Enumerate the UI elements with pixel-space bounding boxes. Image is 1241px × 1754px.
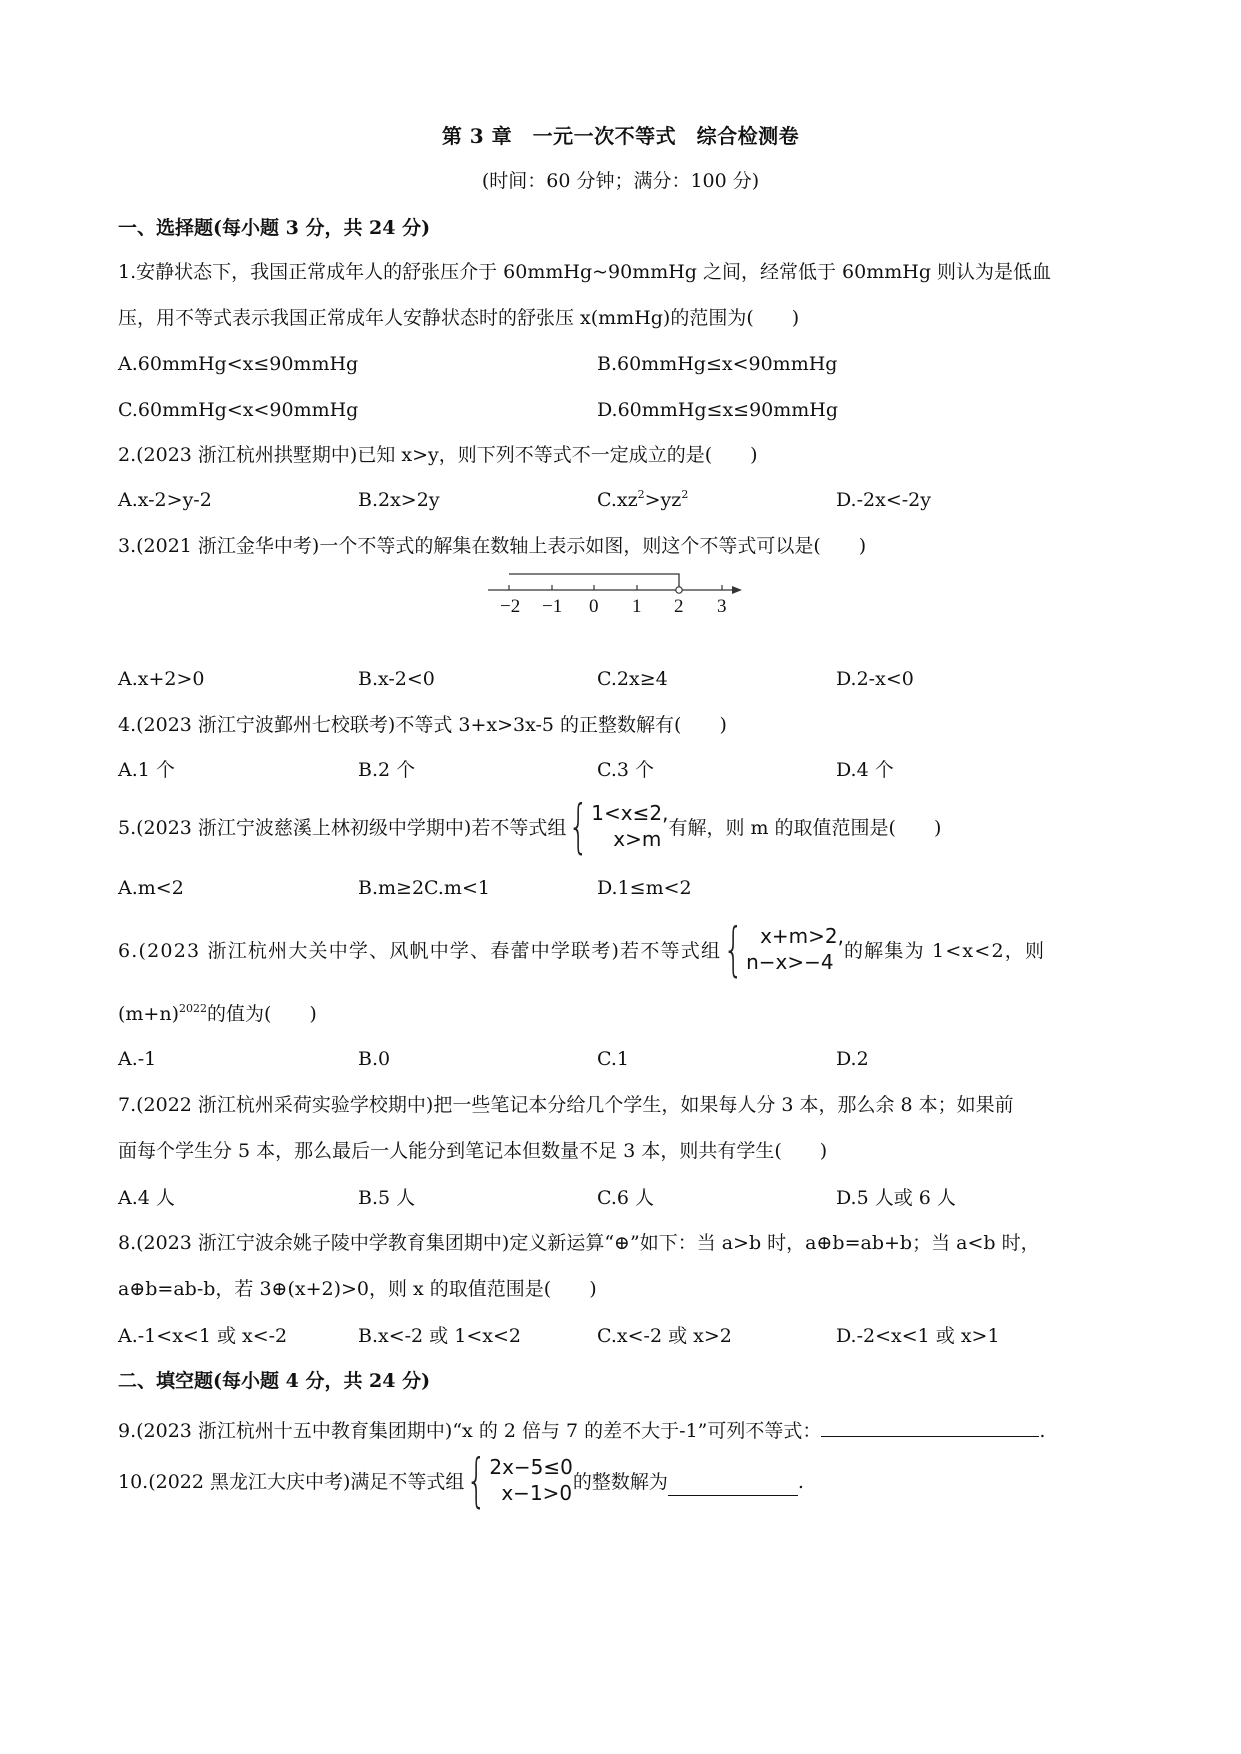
q1-option-a: A.60mmHg<x≤90mmHg (118, 353, 359, 375)
tick-label: −2 (500, 596, 521, 617)
system-line-2: n−x>−4 (746, 950, 834, 974)
brace-glyph: { (723, 915, 744, 983)
q1-option-b: B.60mmHg≤x<90mmHg (597, 353, 838, 375)
q8-option-a: A.-1<x<1 或 x<-2 (118, 1325, 288, 1347)
q6-stem-post: 的解集为 1<x<2，则 (843, 939, 1046, 962)
q4-option-a: A.1 个 (118, 759, 175, 781)
page-title: 第 3 章 一元一次不等式 综合检测卷 (441, 124, 800, 148)
tick-label: 2 (674, 596, 684, 617)
q4-option-d: D.4 个 (836, 759, 894, 781)
q10-stem (118, 1446, 804, 1514)
tick-label: −1 (542, 596, 563, 617)
system-line-1: x+m>2, (760, 924, 844, 948)
q3-option-b: B.x-2<0 (358, 668, 435, 690)
q5-stem-pre: 5.(2023 浙江宁波慈溪上林初级中学期中)若不等式组 (118, 816, 567, 839)
q1-stem-line1: 1.安静状态下，我国正常成年人的舒张压介于 60mmHg~90mmHg 之间，经常低于 60mmHg 则认为是低血 (118, 261, 1052, 283)
system-line-1: 1<x≤2, (591, 801, 669, 825)
q8-stem-line2: a⊕b=ab-b，若 3⊕(x+2)>0，则 x 的取值范围是( ) (118, 1278, 597, 1300)
q7-stem-line1: 7.(2022 浙江杭州采荷实验学校期中)把一些笔记本分给几个学生，如果每人分 3 本，那么余 8 本；如果前 (118, 1094, 1014, 1116)
q2-stem: 2.(2023 浙江杭州拱墅期中)已知 x>y，则下列不等式不一定成立的是( ) (118, 444, 758, 466)
q3-option-d: D.2-x<0 (836, 668, 914, 690)
q3-option-c: C.2x≥4 (597, 668, 668, 690)
page-subtitle: (时间：60 分钟；满分：100 分) (481, 170, 760, 192)
q7-option-c: C.6 人 (597, 1187, 655, 1209)
q5-stem-post: 有解，则 m 的取值范围是( ) (668, 816, 942, 839)
q3-option-a: A.x+2>0 (118, 668, 205, 690)
answer-blank[interactable] (821, 1418, 1039, 1437)
tick-label: 0 (589, 596, 599, 617)
q10-inequality-system (464, 1446, 573, 1514)
q2-option-b: B.2x>2y (358, 489, 440, 511)
section-heading-choice: 一、选择题(每小题 3 分，共 24 分) (118, 217, 431, 239)
q6-inequality-system (721, 915, 844, 983)
q7-stem-line2: 面每个学生分 5 本，那么最后一人能分到笔记本但数量不足 3 本，则共有学生( ) (118, 1140, 828, 1162)
q3-stem: 3.(2021 浙江金华中考)一个不等式的解集在数轴上表示如图，则这个不等式可以是( ) (118, 535, 867, 557)
system-line-1: 2x−5≤0 (489, 1455, 573, 1479)
q6-option-c: C.1 (597, 1048, 629, 1070)
q10-stem-post: 的整数解为 (572, 1470, 668, 1493)
q6-option-a: A.-1 (118, 1048, 157, 1070)
q1-option-d: D.60mmHg≤x≤90mmHg (597, 399, 839, 421)
q1-option-c: C.60mmHg<x<90mmHg (118, 399, 359, 421)
q1-stem-line2: 压，用不等式表示我国正常成年人安静状态时的舒张压 x(mmHg)的范围为( ) (118, 307, 800, 329)
q6-stem-line2: $(m+n)^{2022}$的值为( ) (118, 1002, 317, 1025)
q8-stem-line1: 8.(2023 浙江宁波余姚子陵中学教育集团期中)定义新运算“⊕”如下：当 a>b 时，a⊕b=ab+b；当 a<b 时， (118, 1232, 1040, 1254)
q6-stem (118, 915, 1046, 984)
q2-option-c: $C.xz^2>yz^2$ (597, 488, 689, 511)
system-line-2: x−1>0 (501, 1481, 573, 1505)
answer-blank[interactable] (668, 1477, 798, 1496)
q8-option-d: D.-2<x<1 或 x>1 (836, 1325, 1000, 1347)
q9-stem: 9.(2023 浙江杭州十五中教育集团期中)“x 的 2 倍与 7 的差不大于-1”可列不等式： . (118, 1420, 1046, 1442)
q7-option-a: A.4 人 (118, 1187, 175, 1209)
q5-stem (118, 792, 942, 860)
tick-label: 1 (632, 596, 642, 617)
q4-option-b: B.2 个 (358, 759, 416, 781)
open-endpoint-marker (676, 587, 682, 593)
brace-glyph: { (466, 1446, 488, 1514)
brace-glyph: { (568, 792, 589, 860)
q4-stem: 4.(2023 浙江宁波鄞州七校联考)不等式 3+x>3x-5 的正整数解有( ) (118, 714, 727, 736)
q5-inequality-system (566, 792, 669, 860)
number-line-arrow (732, 586, 742, 594)
q7-option-b: B.5 人 (358, 1187, 416, 1209)
q6-option-b: B.0 (358, 1048, 391, 1070)
q7-option-d: D.5 人或 6 人 (836, 1187, 956, 1209)
tick-label: 3 (717, 596, 727, 617)
q8-option-b: B.x<-2 或 1<x<2 (358, 1325, 521, 1347)
q10-end: . (797, 1470, 804, 1493)
q2-option-a: A.x-2>y-2 (118, 489, 212, 511)
solution-range-bracket (509, 574, 679, 586)
q5-option-a: A.m<2 (118, 877, 184, 899)
q6-stem-pre: 6.(2023 浙江杭州大关中学、风帆中学、春蕾中学联考)若不等式组 (118, 939, 722, 962)
q2-option-d: D.-2x<-2y (836, 489, 931, 511)
number-line-figure (480, 568, 750, 618)
q4-option-c: C.3 个 (597, 759, 655, 781)
q5-option-d: D.1≤m<2 (597, 877, 692, 899)
system-line-2: x>m (613, 827, 662, 851)
q6-option-d: D.2 (836, 1048, 869, 1070)
q5-option-bc: B.m≥2C.m<1 (358, 877, 490, 899)
q8-option-c: C.x<-2 或 x>2 (597, 1325, 732, 1347)
q10-stem-pre: 10.(2022 黑龙江大庆中考)满足不等式组 (118, 1470, 465, 1493)
section-heading-fill: 二、填空题(每小题 4 分，共 24 分) (118, 1370, 431, 1392)
